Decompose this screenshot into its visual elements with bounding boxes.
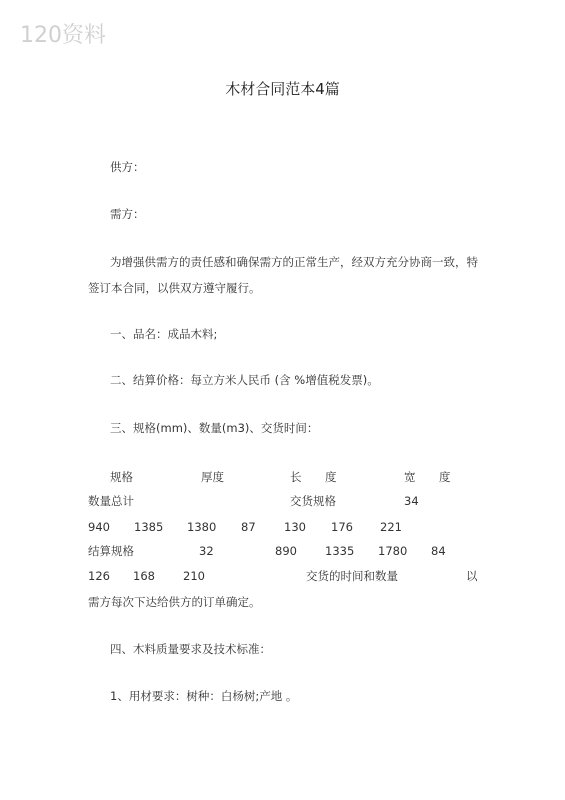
- delivery-note: 需方每次下达给供方的订单确定。: [88, 595, 261, 609]
- table-cell: 规格: [110, 470, 133, 484]
- table-cell: 34: [404, 494, 419, 508]
- table-cell: 130: [284, 520, 306, 534]
- table-cell: 长: [290, 470, 302, 484]
- table-cell: 1385: [134, 520, 164, 534]
- buyer-label: 需方：: [110, 207, 145, 221]
- table-cell: 交货的时间和数量: [306, 569, 398, 583]
- watermark-logo: 120资料: [20, 23, 106, 48]
- table-cell: 数量总计: [88, 494, 134, 508]
- section-product-name: 一、品名：成品木料;: [110, 327, 218, 341]
- table-cell: 87: [241, 520, 256, 534]
- table-cell: 以: [466, 569, 478, 583]
- table-cell: 结算规格: [88, 544, 134, 558]
- table-cell: 1380: [187, 520, 217, 534]
- table-cell: 890: [275, 544, 297, 558]
- table-cell: 交货规格: [290, 494, 336, 508]
- table-cell: 210: [183, 569, 205, 583]
- table-cell: 84: [431, 544, 446, 558]
- table-cell: 32: [199, 544, 214, 558]
- intro-paragraph: [88, 249, 480, 301]
- document-title: 木材合同范本4篇: [225, 80, 340, 98]
- table-cell: 221: [380, 520, 402, 534]
- table-cell: 168: [133, 569, 155, 583]
- table-cell: 1780: [378, 544, 408, 558]
- table-cell: 1335: [325, 544, 355, 558]
- table-cell: 940: [88, 520, 110, 534]
- intro-text: 为增强供需方的责任感和确保需方的正常生产，经双方充分协商一致，特签订本合同，以供双方遵守履行。: [88, 255, 478, 295]
- table-cell: 宽: [404, 470, 416, 484]
- table-cell: 厚度: [201, 470, 224, 484]
- table-cell: 度: [439, 470, 451, 484]
- supplier-label: 供方：: [110, 160, 145, 174]
- table-cell: 176: [331, 520, 353, 534]
- material-requirement: 1、用材要求：树种：白杨树;产地 。: [110, 689, 298, 703]
- section-quality-standard: 四、木料质量要求及技术标准：: [110, 642, 271, 656]
- table-cell: 度: [325, 470, 337, 484]
- section-spec-quantity: 三、规格(mm)、数量(m3)、交货时间：: [110, 421, 319, 435]
- table-cell: 126: [88, 569, 110, 583]
- section-settlement-price: 二、结算价格：每立方米人民币 (含 %增值税发票)。: [110, 373, 379, 387]
